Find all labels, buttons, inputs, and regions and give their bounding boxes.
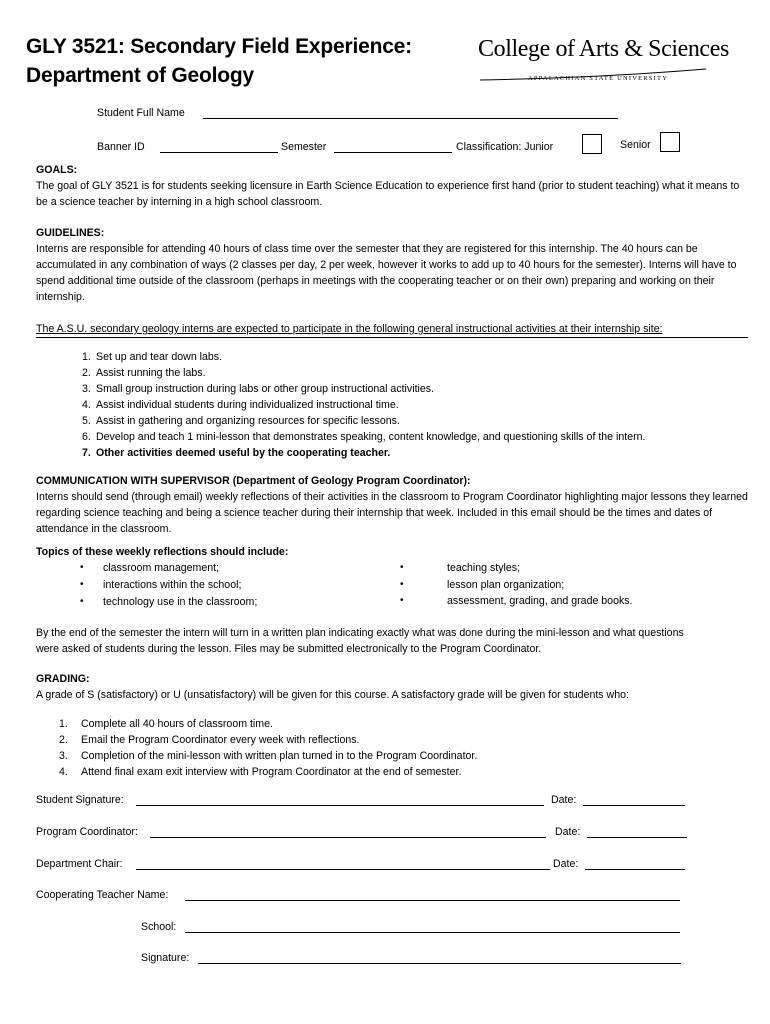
title-line-2: Department of Geology bbox=[26, 64, 254, 87]
list-item: 7. Other activities deemed useful by the cooperating teacher. bbox=[82, 447, 391, 459]
student-date-field[interactable] bbox=[583, 805, 685, 806]
guidelines-heading: GUIDELINES: bbox=[36, 227, 105, 239]
list-item: technology use in the classroom; bbox=[103, 596, 258, 608]
chair-date-field[interactable] bbox=[585, 869, 685, 870]
communication-heading: COMMUNICATION WITH SUPERVISOR (Department of Geology Program Coordinator): bbox=[36, 475, 471, 487]
topics-heading: Topics of these weekly reflections should include: bbox=[36, 546, 289, 558]
list-item: 5. Assist in gathering and organizing resources for specific lessons. bbox=[82, 415, 400, 427]
end-of-semester-text: By the end of the semester the intern will turn in a written plan indicating exactly what was done during the mini-lesson and what questions were asked of students during the lesson. Files may be submitted electronically to the Program Coordinator. bbox=[36, 627, 684, 655]
student-date-label: Date: bbox=[551, 794, 577, 806]
list-item: 1. Complete all 40 hours of classroom time. bbox=[59, 718, 273, 730]
list-item: 6. Develop and teach 1 mini-lesson that demonstrates speaking, content knowledge, and questioning skills of the intern. bbox=[82, 431, 646, 443]
list-item: 2. Email the Program Coordinator every week with reflections. bbox=[59, 734, 360, 746]
list-item: lesson plan organization; bbox=[447, 579, 565, 591]
list-item: classroom management; bbox=[103, 562, 219, 574]
cooperating-teacher-field[interactable] bbox=[185, 900, 680, 901]
banner-id-field[interactable] bbox=[160, 152, 278, 153]
school-field[interactable] bbox=[185, 932, 680, 933]
college-logo-text: College of Arts & Sciences bbox=[478, 36, 729, 62]
goals-text: The goal of GLY 3521 is for students seeking licensure in Earth Science Education to experience first hand (prior to student teaching) what it means to be a science teacher by interning in a high school classroom. bbox=[36, 180, 740, 208]
list-item: teaching styles; bbox=[447, 562, 521, 574]
grading-list bbox=[59, 716, 477, 780]
junior-checkbox[interactable] bbox=[582, 134, 602, 154]
list-item: assessment, grading, and grade books. bbox=[447, 595, 633, 607]
bullet-icon: • bbox=[80, 562, 84, 573]
coordinator-date-field[interactable] bbox=[587, 837, 687, 838]
communication-text: Interns should send (through email) weekly reflections of their activities in the classroom to Program Coordinator highlighting major lessons they learned regarding science teaching and being a science teacher during their internship that week. Included in this email should be the times and dates of attendance in the classroom. bbox=[36, 491, 748, 535]
title-line-1: GLY 3521: Secondary Field Experience: bbox=[26, 35, 412, 58]
list-item: 4. Attend final exam exit interview with Program Coordinator at the end of semester. bbox=[59, 766, 462, 778]
guidelines-text: Interns are responsible for attending 40 hours of class time over the semester that they are registered for this internship. The 40 hours can be accumulated in any combination of ways (2 classes per day, 2 per week, however it works to add up to 40 hours for the semester). Interns will have to spend additional time outside of the classroom (perhaps in meetings with the cooperating teacher or on their own) preparing and working on their internship. bbox=[36, 243, 737, 303]
student-full-name-field[interactable] bbox=[203, 118, 618, 119]
list-item: 3. Small group instruction during labs or other group instructional activities. bbox=[82, 383, 434, 395]
list-item: interactions within the school; bbox=[103, 579, 242, 591]
university-name: APPALACHIAN STATE UNIVERSITY bbox=[528, 75, 669, 82]
student-signature-label: Student Signature: bbox=[36, 794, 124, 806]
student-signature-field[interactable] bbox=[136, 805, 544, 806]
list-item: 3. Completion of the mini-lesson with written plan turned in to the Program Coordinator. bbox=[59, 750, 478, 762]
topics-right-list bbox=[400, 560, 700, 610]
school-label: School: bbox=[141, 921, 177, 933]
signature-label: Signature: bbox=[141, 952, 190, 964]
list-item: 4. Assist individual students during individualized instructional time. bbox=[82, 399, 399, 411]
senior-label: Senior bbox=[620, 139, 651, 151]
bullet-icon: • bbox=[400, 595, 404, 606]
list-item: 2. Assist running the labs. bbox=[82, 367, 206, 379]
teacher-signature-field[interactable] bbox=[198, 963, 681, 964]
grading-heading: GRADING: bbox=[36, 673, 90, 685]
bullet-icon: • bbox=[400, 562, 404, 573]
department-chair-field[interactable] bbox=[136, 869, 550, 870]
department-chair-label: Department Chair: bbox=[36, 858, 123, 870]
cooperating-teacher-label: Cooperating Teacher Name: bbox=[36, 889, 169, 901]
divider bbox=[36, 337, 748, 338]
program-coordinator-field[interactable] bbox=[150, 837, 546, 838]
goals-heading: GOALS: bbox=[36, 164, 78, 176]
chair-date-label: Date: bbox=[553, 858, 579, 870]
bullet-icon: • bbox=[80, 579, 84, 590]
semester-label: Semester bbox=[281, 141, 327, 153]
activities-list bbox=[82, 349, 645, 461]
page-title bbox=[26, 32, 412, 90]
coordinator-date-label: Date: bbox=[555, 826, 581, 838]
activities-intro: The A.S.U. secondary geology interns are expected to participate in the following general instructional activities at their internship site: bbox=[36, 323, 663, 335]
list-item: 1. Set up and tear down labs. bbox=[82, 351, 223, 363]
grading-text: A grade of S (satisfactory) or U (unsatisfactory) will be given for this course. A satisfactory grade will be given for students who: bbox=[36, 689, 629, 701]
program-coordinator-label: Program Coordinator: bbox=[36, 826, 138, 838]
topics-left-list bbox=[80, 560, 340, 610]
senior-checkbox[interactable] bbox=[660, 132, 680, 152]
semester-field[interactable] bbox=[334, 152, 452, 153]
bullet-icon: • bbox=[80, 596, 84, 607]
banner-id-label: Banner ID bbox=[97, 141, 145, 153]
classification-label: Classification: Junior bbox=[456, 141, 554, 153]
student-full-name-label: Student Full Name bbox=[97, 107, 185, 119]
bullet-icon: • bbox=[400, 579, 404, 590]
student-full-name-row bbox=[97, 105, 185, 121]
